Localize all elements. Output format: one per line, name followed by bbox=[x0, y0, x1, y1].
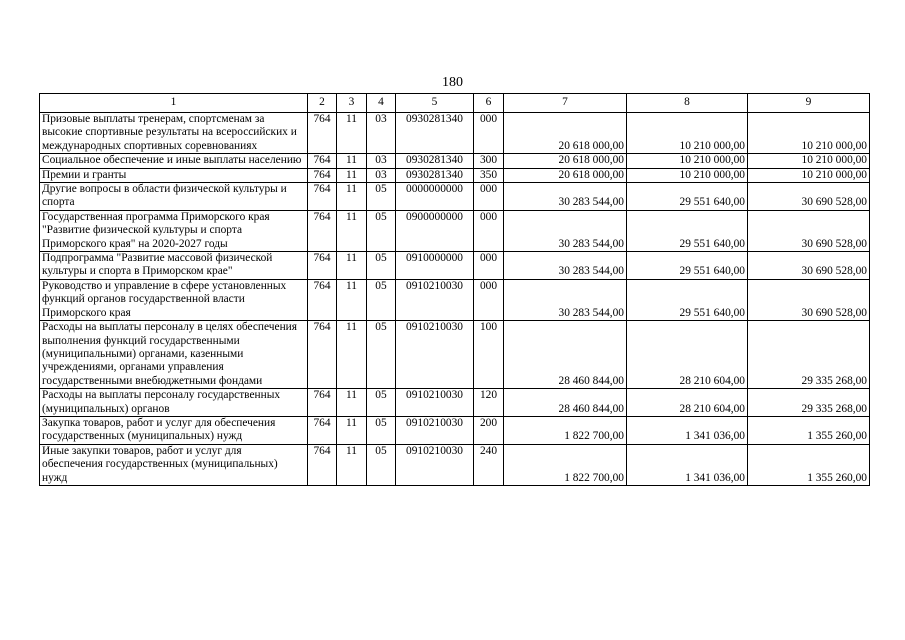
amount-col8: 29 551 640,00 bbox=[627, 210, 748, 251]
table-row bbox=[40, 154, 870, 168]
row-name: Другие вопросы в области физической культуры и спорта bbox=[40, 183, 308, 211]
column-header: 9 bbox=[748, 94, 870, 113]
amount-col8: 1 341 036,00 bbox=[627, 416, 748, 444]
amount-col8: 29 551 640,00 bbox=[627, 183, 748, 211]
table-row bbox=[40, 168, 870, 182]
section-code: 11 bbox=[337, 416, 367, 444]
amount-col7: 30 283 544,00 bbox=[504, 279, 627, 320]
amount-col9: 10 210 000,00 bbox=[748, 168, 870, 182]
target-article-code: 0910210030 bbox=[396, 389, 474, 417]
column-header: 4 bbox=[367, 94, 396, 113]
subsection-code: 03 bbox=[367, 154, 396, 168]
column-header: 7 bbox=[504, 94, 627, 113]
column-header: 1 bbox=[40, 94, 308, 113]
subsection-code: 05 bbox=[367, 321, 396, 389]
amount-col7: 30 283 544,00 bbox=[504, 183, 627, 211]
column-header: 6 bbox=[474, 94, 504, 113]
amount-col9: 10 210 000,00 bbox=[748, 113, 870, 154]
expense-type-code: 240 bbox=[474, 444, 504, 485]
row-name: Расходы на выплаты персоналу государственных (муниципальных) органов bbox=[40, 389, 308, 417]
amount-col9: 30 690 528,00 bbox=[748, 210, 870, 251]
row-name: Закупка товаров, работ и услуг для обеспечения государственных (муниципальных) нужд bbox=[40, 416, 308, 444]
column-header: 2 bbox=[308, 94, 337, 113]
subsection-code: 05 bbox=[367, 416, 396, 444]
table-row bbox=[40, 183, 870, 211]
amount-col8: 10 210 000,00 bbox=[627, 168, 748, 182]
section-code: 11 bbox=[337, 183, 367, 211]
ministry-code: 764 bbox=[308, 113, 337, 154]
row-name: Государственная программа Приморского края "Развитие физической культуры и спорта Приморского края" на 2020-2027 годы bbox=[40, 210, 308, 251]
subsection-code: 05 bbox=[367, 389, 396, 417]
subsection-code: 05 bbox=[367, 210, 396, 251]
section-code: 11 bbox=[337, 154, 367, 168]
amount-col9: 30 690 528,00 bbox=[748, 279, 870, 320]
table-row bbox=[40, 113, 870, 154]
column-header: 5 bbox=[396, 94, 474, 113]
expense-type-code: 300 bbox=[474, 154, 504, 168]
section-code: 11 bbox=[337, 444, 367, 485]
table-row bbox=[40, 279, 870, 320]
subsection-code: 03 bbox=[367, 113, 396, 154]
expense-type-code: 000 bbox=[474, 210, 504, 251]
section-code: 11 bbox=[337, 252, 367, 280]
amount-col7: 30 283 544,00 bbox=[504, 210, 627, 251]
section-code: 11 bbox=[337, 321, 367, 389]
ministry-code: 764 bbox=[308, 183, 337, 211]
target-article-code: 0910210030 bbox=[396, 416, 474, 444]
ministry-code: 764 bbox=[308, 389, 337, 417]
amount-col8: 10 210 000,00 bbox=[627, 113, 748, 154]
amount-col7: 28 460 844,00 bbox=[504, 389, 627, 417]
target-article-code: 0910000000 bbox=[396, 252, 474, 280]
ministry-code: 764 bbox=[308, 252, 337, 280]
ministry-code: 764 bbox=[308, 444, 337, 485]
amount-col8: 1 341 036,00 bbox=[627, 444, 748, 485]
budget-table bbox=[39, 93, 870, 486]
amount-col9: 1 355 260,00 bbox=[748, 416, 870, 444]
section-code: 11 bbox=[337, 389, 367, 417]
table-row bbox=[40, 389, 870, 417]
amount-col8: 29 551 640,00 bbox=[627, 279, 748, 320]
column-header: 8 bbox=[627, 94, 748, 113]
row-name: Социальное обеспечение и иные выплаты населению bbox=[40, 154, 308, 168]
section-code: 11 bbox=[337, 210, 367, 251]
expense-type-code: 350 bbox=[474, 168, 504, 182]
amount-col7: 1 822 700,00 bbox=[504, 444, 627, 485]
amount-col8: 28 210 604,00 bbox=[627, 389, 748, 417]
expense-type-code: 200 bbox=[474, 416, 504, 444]
row-name: Иные закупки товаров, работ и услуг для обеспечения государственных (муниципальных) нужд bbox=[40, 444, 308, 485]
amount-col7: 20 618 000,00 bbox=[504, 168, 627, 182]
amount-col7: 28 460 844,00 bbox=[504, 321, 627, 389]
target-article-code: 0930281340 bbox=[396, 168, 474, 182]
page-number: 180 bbox=[442, 75, 463, 90]
amount-col8: 29 551 640,00 bbox=[627, 252, 748, 280]
table-row bbox=[40, 416, 870, 444]
target-article-code: 0910210030 bbox=[396, 444, 474, 485]
table-row bbox=[40, 210, 870, 251]
subsection-code: 05 bbox=[367, 252, 396, 280]
row-name: Премии и гранты bbox=[40, 168, 308, 182]
subsection-code: 03 bbox=[367, 168, 396, 182]
amount-col9: 30 690 528,00 bbox=[748, 252, 870, 280]
amount-col9: 1 355 260,00 bbox=[748, 444, 870, 485]
row-name: Руководство и управление в сфере установленных функций органов государственной власти Приморского края bbox=[40, 279, 308, 320]
section-code: 11 bbox=[337, 168, 367, 182]
subsection-code: 05 bbox=[367, 183, 396, 211]
amount-col9: 30 690 528,00 bbox=[748, 183, 870, 211]
target-article-code: 0910210030 bbox=[396, 321, 474, 389]
subsection-code: 05 bbox=[367, 279, 396, 320]
ministry-code: 764 bbox=[308, 279, 337, 320]
target-article-code: 0910210030 bbox=[396, 279, 474, 320]
ministry-code: 764 bbox=[308, 154, 337, 168]
expense-type-code: 000 bbox=[474, 183, 504, 211]
amount-col9: 29 335 268,00 bbox=[748, 321, 870, 389]
amount-col8: 10 210 000,00 bbox=[627, 154, 748, 168]
expense-type-code: 000 bbox=[474, 113, 504, 154]
table-row bbox=[40, 252, 870, 280]
expense-type-code: 000 bbox=[474, 279, 504, 320]
table-row bbox=[40, 321, 870, 389]
section-code: 11 bbox=[337, 279, 367, 320]
amount-col7: 30 283 544,00 bbox=[504, 252, 627, 280]
subsection-code: 05 bbox=[367, 444, 396, 485]
expense-type-code: 100 bbox=[474, 321, 504, 389]
target-article-code: 0930281340 bbox=[396, 113, 474, 154]
ministry-code: 764 bbox=[308, 416, 337, 444]
amount-col9: 10 210 000,00 bbox=[748, 154, 870, 168]
target-article-code: 0900000000 bbox=[396, 210, 474, 251]
amount-col7: 1 822 700,00 bbox=[504, 416, 627, 444]
amount-col8: 28 210 604,00 bbox=[627, 321, 748, 389]
target-article-code: 0000000000 bbox=[396, 183, 474, 211]
ministry-code: 764 bbox=[308, 321, 337, 389]
row-name: Расходы на выплаты персоналу в целях обеспечения выполнения функций государственными (муниципальными) органами, казенными учреждениями, органами управления государственными внебюджетными фондами bbox=[40, 321, 308, 389]
expense-type-code: 120 bbox=[474, 389, 504, 417]
section-code: 11 bbox=[337, 113, 367, 154]
ministry-code: 764 bbox=[308, 210, 337, 251]
ministry-code: 764 bbox=[308, 168, 337, 182]
amount-col7: 20 618 000,00 bbox=[504, 154, 627, 168]
table-row bbox=[40, 444, 870, 485]
column-header: 3 bbox=[337, 94, 367, 113]
amount-col7: 20 618 000,00 bbox=[504, 113, 627, 154]
target-article-code: 0930281340 bbox=[396, 154, 474, 168]
expense-type-code: 000 bbox=[474, 252, 504, 280]
row-name: Призовые выплаты тренерам, спортсменам за высокие спортивные результаты на всероссийских и международных спортивных соревнованиях bbox=[40, 113, 308, 154]
amount-col9: 29 335 268,00 bbox=[748, 389, 870, 417]
row-name: Подпрограмма "Развитие массовой физической культуры и спорта в Приморском крае" bbox=[40, 252, 308, 280]
column-number-row bbox=[40, 94, 870, 113]
